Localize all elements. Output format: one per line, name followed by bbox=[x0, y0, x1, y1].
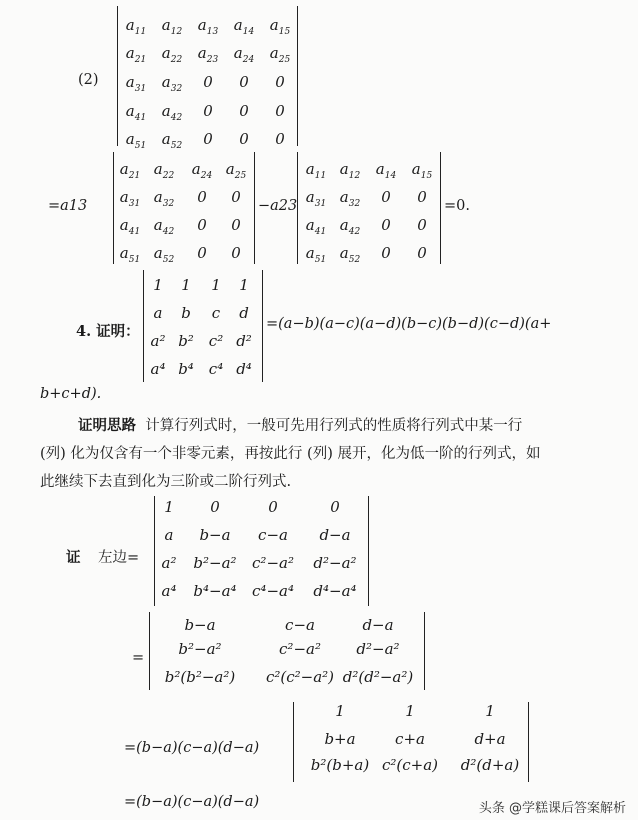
matrix-cell: 0 bbox=[417, 188, 427, 206]
det5-left-bar bbox=[117, 6, 118, 146]
matrix-cell: c bbox=[211, 304, 221, 322]
detB-right-bar bbox=[440, 152, 441, 264]
detA-left-bar bbox=[113, 152, 114, 264]
proof-det3-left-bar bbox=[293, 702, 294, 782]
hint-line-1 bbox=[78, 414, 522, 435]
matrix-cell: 0 bbox=[231, 216, 241, 234]
matrix-cell: 0 bbox=[203, 73, 213, 91]
matrix-cell: $a_{41}$ bbox=[125, 102, 147, 123]
detB-left-bar bbox=[297, 152, 298, 264]
matrix-cell: d+a bbox=[474, 730, 506, 748]
matrix-cell: $a_{31}$ bbox=[305, 188, 327, 209]
matrix-cell: b bbox=[181, 304, 191, 322]
matrix-cell: d²(d²−a²) bbox=[342, 668, 414, 686]
proof-label: 证 bbox=[66, 549, 81, 566]
product-formula-cont: b+c+d). bbox=[40, 386, 102, 402]
matrix-cell: c⁴−a⁴ bbox=[252, 582, 294, 600]
matrix-cell: 1 bbox=[181, 276, 191, 294]
matrix-cell: $a_{12}$ bbox=[161, 16, 183, 37]
product-formula: =(a−b)(a−c)(a−d)(b−c)(b−d)(c−d)(a+ bbox=[266, 316, 552, 332]
matrix-cell: $a_{41}$ bbox=[119, 216, 141, 237]
matrix-cell: $a_{51}$ bbox=[119, 244, 141, 265]
proof-det2-right-bar bbox=[424, 612, 425, 690]
proof-det2-left-bar bbox=[149, 612, 150, 690]
matrix-cell: $a_{42}$ bbox=[153, 216, 175, 237]
matrix-cell: d²−a² bbox=[356, 640, 400, 658]
matrix-cell: $a_{52}$ bbox=[153, 244, 175, 265]
matrix-cell: $a_{22}$ bbox=[153, 160, 175, 181]
matrix-cell: $a_{24}$ bbox=[191, 160, 213, 181]
matrix-cell: 0 bbox=[231, 188, 241, 206]
matrix-cell: b−a bbox=[184, 616, 216, 634]
matrix-cell: $a_{31}$ bbox=[125, 73, 147, 94]
matrix-cell: c⁴ bbox=[208, 360, 224, 378]
detA-right-bar bbox=[254, 152, 255, 264]
proof-eq-2: = bbox=[132, 650, 145, 666]
matrix-cell: $a_{15}$ bbox=[411, 160, 433, 181]
det5-right-bar bbox=[297, 6, 298, 146]
matrix-cell: d² bbox=[236, 332, 252, 350]
matrix-cell: 0 bbox=[330, 498, 340, 516]
matrix-cell: 1 bbox=[485, 702, 495, 720]
matrix-cell: b²−a² bbox=[178, 640, 222, 658]
matrix-cell: 0 bbox=[239, 130, 249, 148]
matrix-cell: $a_{32}$ bbox=[161, 73, 183, 94]
matrix-cell: d bbox=[239, 304, 249, 322]
matrix-cell: d⁴ bbox=[236, 360, 252, 378]
matrix-cell: a² bbox=[161, 554, 177, 572]
hint-line-3: 此继续下去直到化为三阶或二阶行列式. bbox=[40, 474, 292, 490]
matrix-cell: 0 bbox=[197, 216, 207, 234]
proof-eq-3: =(b−a)(c−a)(d−a) bbox=[124, 740, 260, 756]
matrix-cell: 0 bbox=[203, 130, 213, 148]
matrix-cell: 0 bbox=[231, 244, 241, 262]
matrix-cell: 0 bbox=[275, 73, 285, 91]
matrix-cell: $a_{15}$ bbox=[269, 16, 291, 37]
matrix-cell: 0 bbox=[197, 188, 207, 206]
matrix-cell: 1 bbox=[239, 276, 249, 294]
matrix-cell: $a_{13}$ bbox=[197, 16, 219, 37]
proof-det1-left-bar bbox=[154, 496, 155, 606]
proof-det1-right-bar bbox=[368, 496, 369, 606]
matrix-cell: $a_{24}$ bbox=[233, 44, 255, 65]
matrix-cell: $a_{25}$ bbox=[225, 160, 247, 181]
matrix-cell: b²(b+a) bbox=[310, 756, 370, 774]
matrix-cell: $a_{32}$ bbox=[339, 188, 361, 209]
result-zero: =0. bbox=[444, 198, 470, 214]
matrix-cell: $a_{25}$ bbox=[269, 44, 291, 65]
matrix-cell: $a_{31}$ bbox=[119, 188, 141, 209]
hint-line-2: (列) 化为仅含有一个非零元素，再按此行 (列) 展开，化为低一阶的行列式，如 bbox=[40, 446, 541, 462]
matrix-cell: c²(c²−a²) bbox=[265, 668, 335, 686]
matrix-cell: 1 bbox=[164, 498, 174, 516]
matrix-cell: $a_{51}$ bbox=[125, 130, 147, 151]
minus-term: −a23 bbox=[258, 198, 298, 214]
matrix-cell: b²−a² bbox=[193, 554, 237, 572]
matrix-cell: c+a bbox=[395, 730, 425, 748]
matrix-cell: 1 bbox=[153, 276, 163, 294]
matrix-cell: 0 bbox=[381, 188, 391, 206]
matrix-cell: b+a bbox=[324, 730, 356, 748]
matrix-cell: a⁴ bbox=[150, 360, 166, 378]
matrix-cell: c² bbox=[208, 332, 224, 350]
matrix-cell: $a_{12}$ bbox=[339, 160, 361, 181]
matrix-cell: $a_{42}$ bbox=[339, 216, 361, 237]
hint-text-1: 计算行列式时，一般可先用行列式的性质将行列式中某一行 bbox=[145, 418, 523, 434]
matrix-cell: a² bbox=[150, 332, 166, 350]
matrix-cell: $a_{11}$ bbox=[305, 160, 327, 181]
matrix-cell: 0 bbox=[268, 498, 278, 516]
matrix-cell: $a_{52}$ bbox=[161, 130, 183, 151]
matrix-cell: d⁴−a⁴ bbox=[313, 582, 357, 600]
matrix-cell: $a_{14}$ bbox=[375, 160, 397, 181]
matrix-cell: $a_{51}$ bbox=[305, 244, 327, 265]
matrix-cell: 0 bbox=[203, 102, 213, 120]
matrix-cell: b²(b²−a²) bbox=[164, 668, 236, 686]
matrix-cell: $a_{22}$ bbox=[161, 44, 183, 65]
left-side-label: 左边= bbox=[98, 550, 140, 566]
matrix-cell: b−a bbox=[199, 526, 231, 544]
matrix-cell: $a_{52}$ bbox=[339, 244, 361, 265]
matrix-cell: $a_{21}$ bbox=[119, 160, 141, 181]
matrix-cell: d²(d+a) bbox=[460, 756, 520, 774]
part-2-label: (2) bbox=[78, 72, 99, 88]
matrix-cell: c−a bbox=[285, 616, 315, 634]
det4-left-bar bbox=[143, 270, 144, 382]
hint-title: 证明思路 bbox=[78, 417, 136, 434]
matrix-cell: d−a bbox=[362, 616, 394, 634]
matrix-cell: 1 bbox=[405, 702, 415, 720]
matrix-cell: b⁴ bbox=[178, 360, 194, 378]
watermark: 头条 @学糕课后答案解析 bbox=[478, 801, 626, 816]
matrix-cell: 1 bbox=[335, 702, 345, 720]
matrix-cell: $a_{11}$ bbox=[125, 16, 147, 37]
matrix-cell: 0 bbox=[275, 102, 285, 120]
expansion-prefix: =a13 bbox=[48, 198, 88, 214]
matrix-cell: a bbox=[164, 526, 174, 544]
matrix-cell: $a_{42}$ bbox=[161, 102, 183, 123]
matrix-cell: d²−a² bbox=[313, 554, 357, 572]
matrix-cell: a bbox=[153, 304, 163, 322]
matrix-cell: $a_{41}$ bbox=[305, 216, 327, 237]
matrix-cell: 0 bbox=[239, 73, 249, 91]
matrix-cell: 1 bbox=[211, 276, 221, 294]
proof-eq-4: =(b−a)(c−a)(d−a) bbox=[124, 794, 260, 810]
matrix-cell: c²(c+a) bbox=[381, 756, 439, 774]
matrix-cell: b⁴−a⁴ bbox=[193, 582, 237, 600]
matrix-cell: a⁴ bbox=[161, 582, 177, 600]
matrix-cell: d−a bbox=[319, 526, 351, 544]
det4-right-bar bbox=[262, 270, 263, 382]
matrix-cell: $a_{21}$ bbox=[125, 44, 147, 65]
matrix-cell: c−a bbox=[258, 526, 288, 544]
matrix-cell: 0 bbox=[210, 498, 220, 516]
matrix-cell: 0 bbox=[275, 130, 285, 148]
matrix-cell: $a_{23}$ bbox=[197, 44, 219, 65]
matrix-cell: 0 bbox=[197, 244, 207, 262]
matrix-cell: 0 bbox=[239, 102, 249, 120]
matrix-cell: 0 bbox=[417, 244, 427, 262]
matrix-cell: 0 bbox=[381, 216, 391, 234]
part-4-label: 4. 证明： bbox=[76, 323, 140, 340]
matrix-cell: c²−a² bbox=[252, 554, 294, 572]
proof-det3-right-bar bbox=[528, 702, 529, 782]
matrix-cell: 0 bbox=[381, 244, 391, 262]
matrix-cell: b² bbox=[178, 332, 194, 350]
matrix-cell: 0 bbox=[417, 216, 427, 234]
matrix-cell: $a_{32}$ bbox=[153, 188, 175, 209]
matrix-cell: $a_{14}$ bbox=[233, 16, 255, 37]
matrix-cell: c²−a² bbox=[279, 640, 321, 658]
